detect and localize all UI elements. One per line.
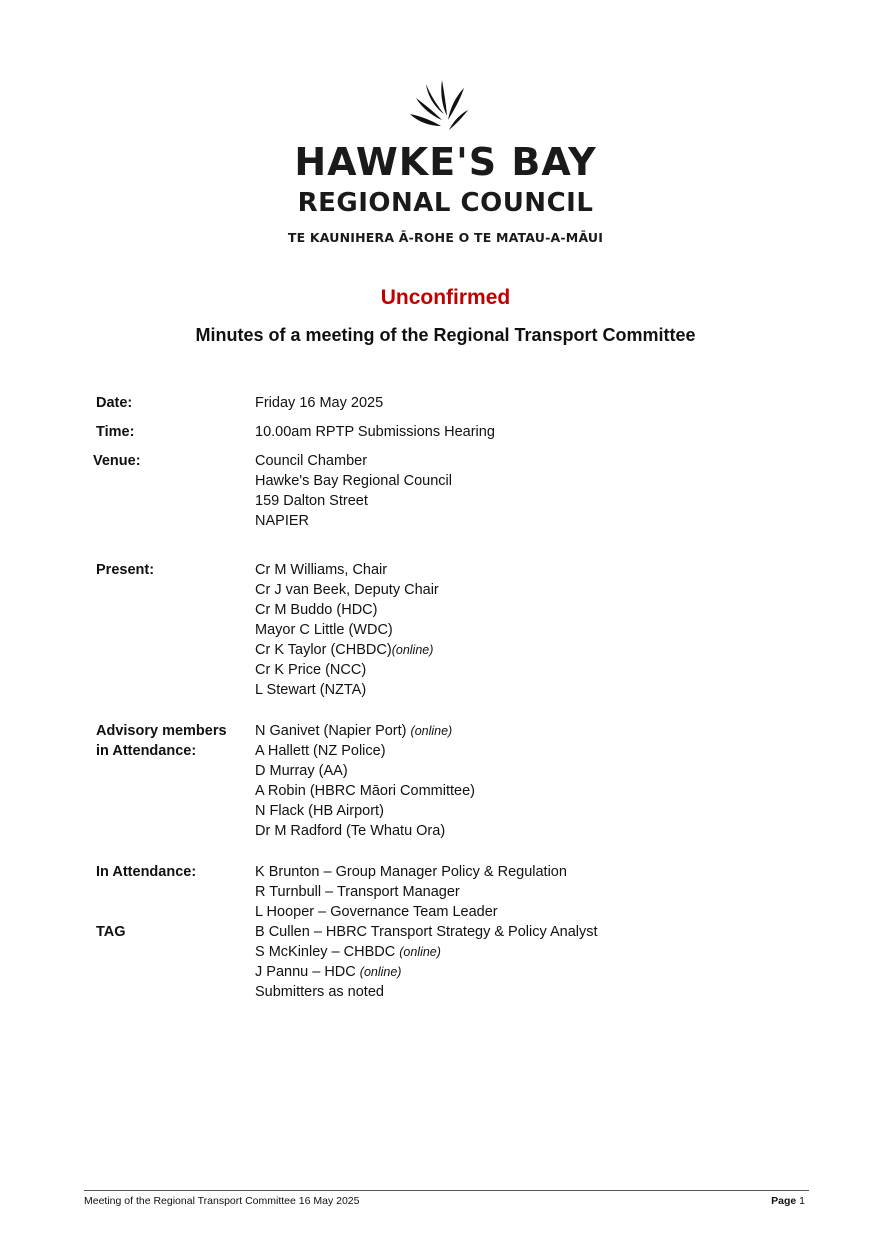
tag-member: B Cullen – HBRC Transport Strategy & Policy Analyst bbox=[255, 924, 598, 940]
present-member: L Stewart (NZTA) bbox=[255, 682, 367, 698]
advisory-member: A Hallett (NZ Police) bbox=[255, 743, 386, 759]
venue-label: Venue: bbox=[93, 453, 141, 469]
tag-member: Submitters as noted bbox=[255, 984, 384, 1000]
present-member: Cr J van Beek, Deputy Chair bbox=[255, 582, 439, 598]
present-member: Cr K Taylor (CHBDC) bbox=[255, 642, 392, 658]
council-logo bbox=[0, 80, 891, 246]
present-label: Present: bbox=[96, 562, 155, 578]
page-indicator bbox=[771, 1195, 805, 1207]
present-member: Cr K Price (NCC) bbox=[255, 662, 367, 678]
status-heading: Unconfirmed bbox=[380, 286, 511, 309]
advisory-member: N Ganivet (Napier Port) bbox=[255, 723, 411, 739]
time-value: 10.00am RPTP Submissions Hearing bbox=[255, 424, 495, 440]
tag-member: S McKinley – CHBDC bbox=[255, 944, 400, 960]
logo-line-hawkes-bay: HAWKE'S BAY bbox=[294, 140, 597, 184]
present-member: Cr M Williams, Chair bbox=[255, 562, 388, 578]
advisory-label bbox=[96, 721, 246, 761]
online-note: (online) bbox=[359, 965, 402, 979]
attendance-label: In Attendance: bbox=[96, 864, 197, 880]
date-label: Date: bbox=[96, 395, 133, 411]
tag-member: J Pannu – HDC bbox=[255, 964, 360, 980]
page-footer bbox=[84, 1190, 809, 1207]
present-member: Mayor C Little (WDC) bbox=[255, 622, 393, 638]
advisory-member: A Robin (HBRC Māori Committee) bbox=[255, 783, 475, 799]
venue-line: NAPIER bbox=[255, 513, 309, 529]
venue-line: Hawke's Bay Regional Council bbox=[255, 473, 453, 489]
flax-leaves-icon bbox=[406, 80, 486, 138]
advisory-label-line2: in Attendance: bbox=[96, 743, 197, 759]
page-title: Minutes of a meeting of the Regional Transport Committee bbox=[195, 325, 696, 345]
online-note: (online) bbox=[399, 945, 441, 959]
advisory-member: N Flack (HB Airport) bbox=[255, 803, 384, 819]
logo-line-maori-name: TE KAUNIHERA Ā-ROHE O TE MATAU-A-MĀUI bbox=[287, 230, 604, 245]
page-label: Page bbox=[771, 1195, 797, 1207]
advisory-label-line1: Advisory members bbox=[96, 723, 227, 739]
date-value: Friday 16 May 2025 bbox=[255, 395, 384, 411]
time-label: Time: bbox=[96, 424, 135, 440]
attendance-member: L Hooper – Governance Team Leader bbox=[255, 904, 498, 920]
venue-line: Council Chamber bbox=[255, 453, 368, 469]
attendance-member: K Brunton – Group Manager Policy & Regulation bbox=[255, 864, 567, 880]
present-member: Cr M Buddo (HDC) bbox=[255, 602, 378, 618]
logo-line-regional-council: REGIONAL COUNCIL bbox=[297, 188, 594, 218]
venue-line: 159 Dalton Street bbox=[255, 493, 368, 509]
tag-label: TAG bbox=[96, 924, 126, 940]
page-number: 1 bbox=[799, 1195, 805, 1207]
online-note: (online) bbox=[391, 643, 434, 657]
advisory-member: Dr M Radford (Te Whatu Ora) bbox=[255, 823, 446, 839]
attendance-member: R Turnbull – Transport Manager bbox=[255, 884, 460, 900]
online-note: (online) bbox=[410, 724, 453, 738]
advisory-member: D Murray (AA) bbox=[255, 763, 348, 779]
footer-text: Meeting of the Regional Transport Committee 16 May 2025 bbox=[84, 1195, 360, 1207]
